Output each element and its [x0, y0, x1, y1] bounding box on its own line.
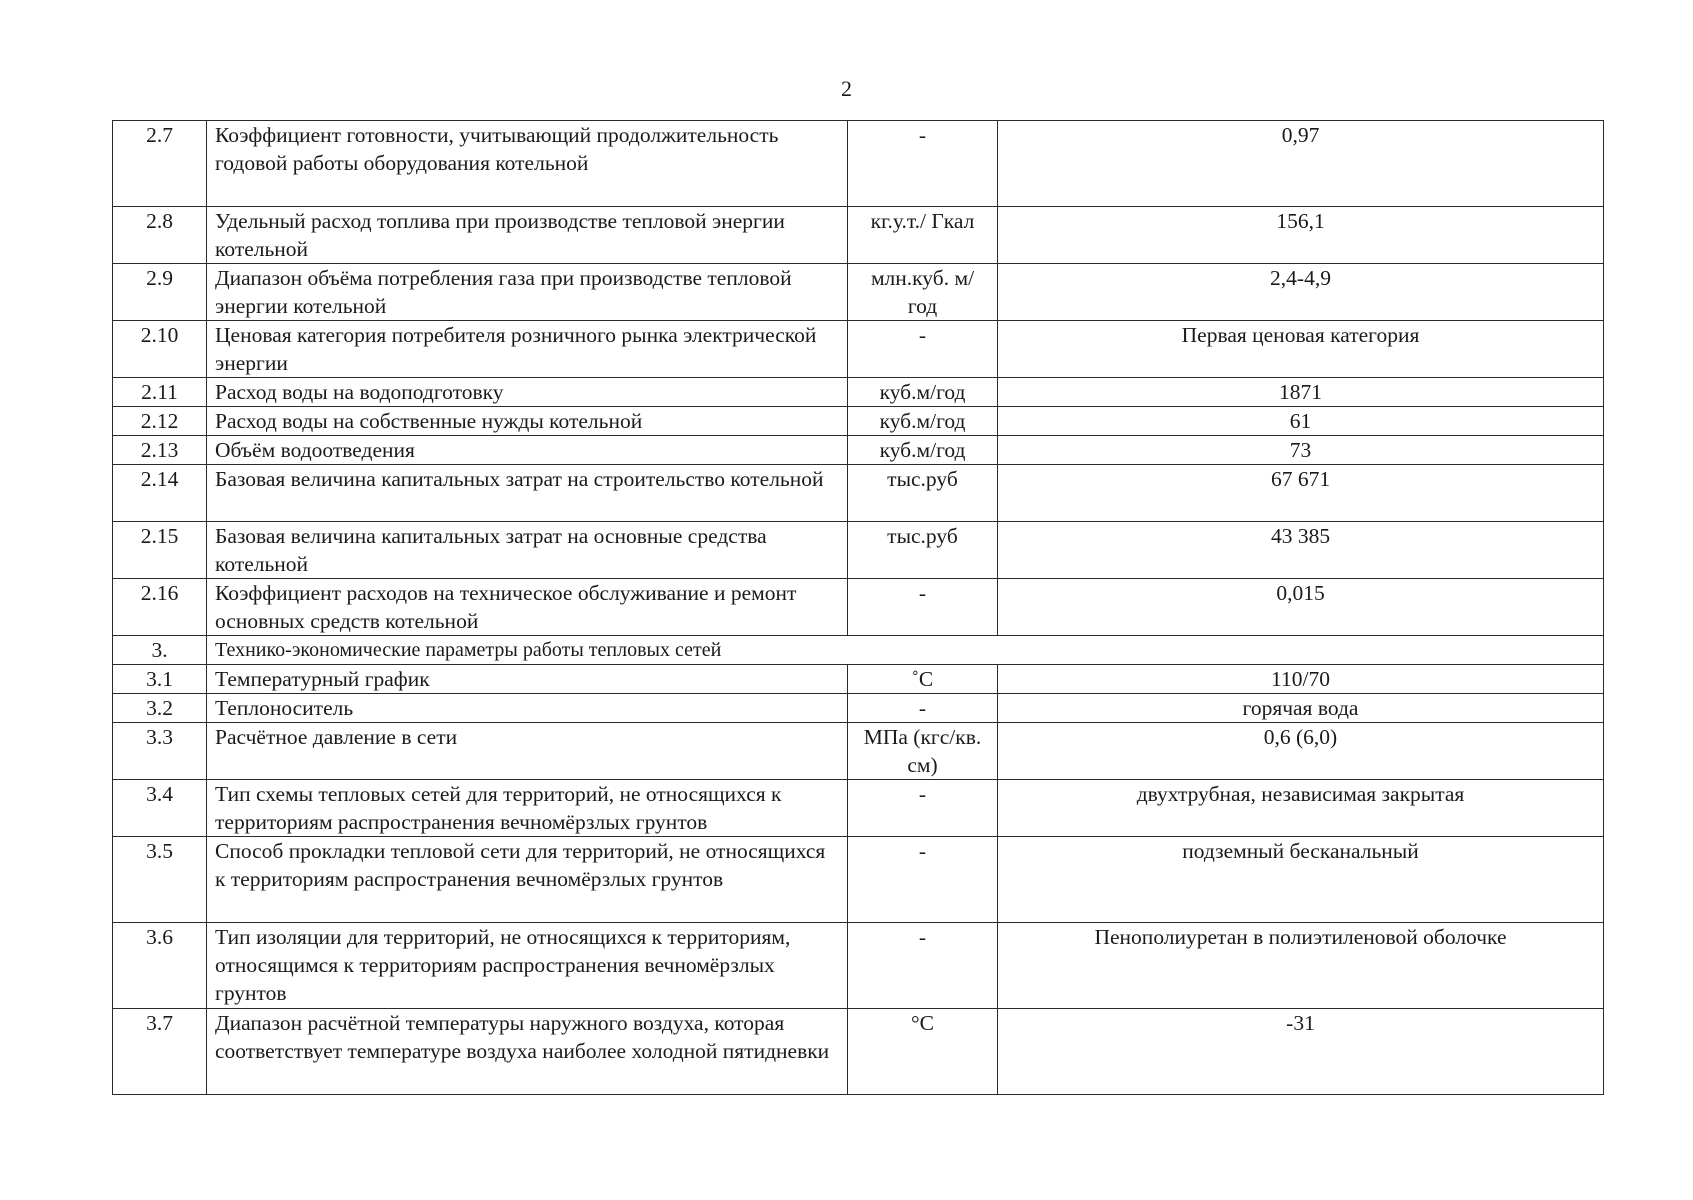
- value: 43 385: [998, 522, 1604, 579]
- value: 0,6 (6,0): [998, 723, 1604, 780]
- unit: куб.м/год: [848, 407, 998, 436]
- value: 110/70: [998, 665, 1604, 694]
- unit: ˚С: [848, 665, 998, 694]
- value: подземный бесканальный: [998, 837, 1604, 923]
- section-number: 3.: [113, 636, 207, 665]
- table-row: [113, 579, 1604, 636]
- table-row: [113, 407, 1604, 436]
- value: двухтрубная, независимая закрытая: [998, 780, 1604, 837]
- row-number: 2.7: [113, 121, 207, 207]
- parameter-name: Объём водоотведения: [207, 436, 848, 465]
- parameter-name: Тип изоляции для территорий, не относящихся к территориям, относящимся к территориям распространения вечномёрзлых грунтов: [207, 923, 848, 1009]
- unit: -: [848, 321, 998, 378]
- unit: -: [848, 579, 998, 636]
- unit: МПа (кгс/кв. см): [848, 723, 998, 780]
- value: 1871: [998, 378, 1604, 407]
- value: -31: [998, 1009, 1604, 1095]
- row-number: 2.14: [113, 465, 207, 522]
- table-row: [113, 121, 1604, 207]
- row-number: 2.12: [113, 407, 207, 436]
- unit: -: [848, 694, 998, 723]
- row-number: 3.6: [113, 923, 207, 1009]
- table-row: [113, 522, 1604, 579]
- value: 0,97: [998, 121, 1604, 207]
- row-number: 2.13: [113, 436, 207, 465]
- unit: тыс.руб: [848, 522, 998, 579]
- parameter-name: Базовая величина капитальных затрат на строительство котельной: [207, 465, 848, 522]
- value: Первая ценовая категория: [998, 321, 1604, 378]
- row-number: 2.10: [113, 321, 207, 378]
- table-row: [113, 780, 1604, 837]
- table-row: [113, 264, 1604, 321]
- value: 73: [998, 436, 1604, 465]
- row-number: 3.5: [113, 837, 207, 923]
- row-number: 2.15: [113, 522, 207, 579]
- row-number: 2.16: [113, 579, 207, 636]
- parameter-name: Коэффициент расходов на техническое обслуживание и ремонт основных средств котельной: [207, 579, 848, 636]
- value: 0,015: [998, 579, 1604, 636]
- section-title: Технико-экономические параметры работы тепловых сетей: [207, 636, 1604, 665]
- value: 2,4-4,9: [998, 264, 1604, 321]
- row-number: 3.1: [113, 665, 207, 694]
- table-row: [113, 723, 1604, 780]
- table-row: [113, 465, 1604, 522]
- value: горячая вода: [998, 694, 1604, 723]
- page-number: 2: [841, 76, 852, 101]
- section-row: [113, 636, 1604, 665]
- row-number: 3.7: [113, 1009, 207, 1095]
- table-row: [113, 837, 1604, 923]
- parameter-name: Расчётное давление в сети: [207, 723, 848, 780]
- parameter-name: Расход воды на собственные нужды котельной: [207, 407, 848, 436]
- table-row: [113, 207, 1604, 264]
- parameter-name: Удельный расход топлива при производстве тепловой энергии котельной: [207, 207, 848, 264]
- row-number: 3.2: [113, 694, 207, 723]
- unit: -: [848, 837, 998, 923]
- row-number: 3.3: [113, 723, 207, 780]
- unit: -: [848, 923, 998, 1009]
- parameter-name: Способ прокладки тепловой сети для территорий, не относящихся к территориям распространения вечномёрзлых грунтов: [207, 837, 848, 923]
- unit: млн.куб. м/ год: [848, 264, 998, 321]
- value: 61: [998, 407, 1604, 436]
- row-number: 2.11: [113, 378, 207, 407]
- parameter-name: Базовая величина капитальных затрат на основные средства котельной: [207, 522, 848, 579]
- parameter-name: Температурный график: [207, 665, 848, 694]
- table-row: [113, 665, 1604, 694]
- table-row: [113, 694, 1604, 723]
- value: Пенополиуретан в полиэтиленовой оболочке: [998, 923, 1604, 1009]
- parameter-name: Ценовая категория потребителя розничного рынка электрической энергии: [207, 321, 848, 378]
- row-number: 2.8: [113, 207, 207, 264]
- row-number: 2.9: [113, 264, 207, 321]
- table-row: [113, 1009, 1604, 1095]
- unit: -: [848, 780, 998, 837]
- unit: тыс.руб: [848, 465, 998, 522]
- unit: куб.м/год: [848, 436, 998, 465]
- parameter-name: Расход воды на водоподготовку: [207, 378, 848, 407]
- unit: -: [848, 121, 998, 207]
- value: 67 671: [998, 465, 1604, 522]
- table-row: [113, 321, 1604, 378]
- unit: кг.у.т./ Гкал: [848, 207, 998, 264]
- table-row: [113, 923, 1604, 1009]
- parameter-name: Диапазон расчётной температуры наружного воздуха, которая соответствует температуре воздуха наиболее холодной пятидневки: [207, 1009, 848, 1095]
- parameter-name: Коэффициент готовности, учитывающий продолжительность годовой работы оборудования котельной: [207, 121, 848, 207]
- parameter-name: Теплоноситель: [207, 694, 848, 723]
- parameter-name: Диапазон объёма потребления газа при производстве тепловой энергии котельной: [207, 264, 848, 321]
- unit: куб.м/год: [848, 378, 998, 407]
- unit: °С: [848, 1009, 998, 1095]
- value: 156,1: [998, 207, 1604, 264]
- parameter-name: Тип схемы тепловых сетей для территорий, не относящихся к территориям распространения вечномёрзлых грунтов: [207, 780, 848, 837]
- row-number: 3.4: [113, 780, 207, 837]
- parameters-table: [112, 120, 1604, 1095]
- table-row: [113, 436, 1604, 465]
- table-row: [113, 378, 1604, 407]
